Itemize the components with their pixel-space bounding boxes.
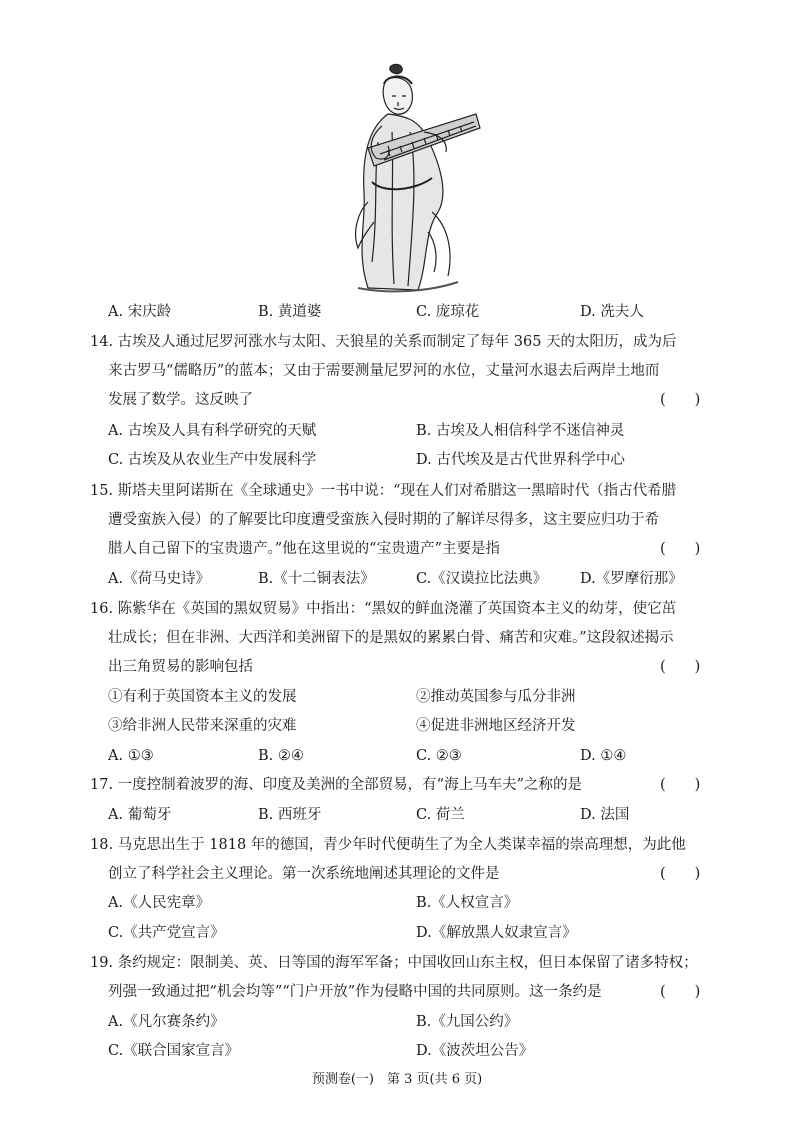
q19-answer-blank[interactable]: ( ) (660, 984, 701, 1000)
q16-option-a[interactable]: A. ①③ (108, 748, 154, 764)
q17-option-d[interactable]: D. 法国 (580, 807, 630, 823)
q16-item-4: ④促进非洲地区经济开发 (416, 718, 576, 734)
q14-option-b[interactable]: B. 古埃及人相信科学不迷信神灵 (416, 423, 625, 439)
q16-stem-line-2: 壮成长；但在非洲、大西洋和美洲留下的是黑奴的累累白骨、痛苦和灾难。”这段叙述揭示 (108, 630, 674, 646)
q17-option-c[interactable]: C. 荷兰 (416, 807, 465, 823)
q18-option-b[interactable]: B.《人权宣言》 (416, 895, 519, 911)
q16-option-d[interactable]: D. ①④ (580, 748, 627, 764)
figure-illustration (328, 62, 482, 294)
q19-stem-line-2: 列强一致通过把“机会均等”“门户开放”作为侵略中国的共同原则。这一条约是 (108, 984, 602, 1000)
q14-stem-line-1: 14. 古埃及人通过尼罗河涨水与太阳、天狼星的关系而制定了每年 365 天的太阳历，成为后 (90, 334, 677, 350)
q14-option-d[interactable]: D. 古代埃及是古代世界科学中心 (416, 452, 625, 468)
page-footer: 预测卷(一) 第 3 页(共 6 页) (311, 1072, 483, 1087)
q16-item-2: ②推动英国参与瓜分非洲 (416, 689, 576, 705)
q16-item-1: ①有利于英国资本主义的发展 (108, 689, 297, 705)
q15-option-c[interactable]: C.《汉谟拉比法典》 (416, 571, 548, 587)
q16-answer-blank[interactable]: ( ) (660, 659, 701, 675)
q17-stem-line-1: 17. 一度控制着波罗的海、印度及美洲的全部贸易，有“海上马车夫”之称的是 (90, 777, 582, 793)
q19-option-b[interactable]: B.《九国公约》 (416, 1014, 519, 1030)
q13-option-b[interactable]: B. 黄道婆 (258, 304, 322, 320)
q13-option-c[interactable]: C. 庞琼花 (416, 304, 480, 320)
q17-option-a[interactable]: A. 葡萄牙 (108, 807, 172, 823)
q14-option-c[interactable]: C. 古埃及从农业生产中发展科学 (108, 452, 317, 468)
q15-answer-blank[interactable]: ( ) (660, 541, 701, 557)
q16-option-c[interactable]: C. ②③ (416, 748, 462, 764)
q19-option-d[interactable]: D.《波茨坦公告》 (416, 1043, 534, 1059)
q18-option-d[interactable]: D.《解放黑人奴隶宣言》 (416, 925, 577, 941)
q15-stem-line-1: 15. 斯塔夫里阿诺斯在《全球通史》一书中说：“现在人们对希腊这一黑暗时代（指古代希腊 (90, 483, 677, 499)
q16-option-b[interactable]: B. ②④ (258, 748, 304, 764)
q15-stem-line-3: 腊人自己留下的宝贵遗产。”他在这里说的“宝贵遗产”主要是指 (108, 541, 500, 557)
q16-item-3: ③给非洲人民带来深重的灾难 (108, 718, 297, 734)
q15-option-b[interactable]: B.《十二铜表法》 (258, 571, 375, 587)
q19-option-c[interactable]: C.《联合国家宣言》 (108, 1043, 240, 1059)
q18-stem-line-1: 18. 马克思出生于 1818 年的德国，青少年时代便萌生了为全人类谋幸福的崇高理想，为此他 (90, 837, 686, 853)
q13-option-d[interactable]: D. 冼夫人 (580, 304, 644, 320)
q16-stem-line-1: 16. 陈紫华在《英国的黑奴贸易》中指出：“黑奴的鲜血浇灌了英国资本主义的幼芽，使它茁 (90, 601, 677, 617)
q17-option-b[interactable]: B. 西班牙 (258, 807, 322, 823)
q16-stem-line-3: 出三角贸易的影响包括 (108, 659, 253, 675)
q19-stem-line-1: 19. 条约规定：限制美、英、日等国的海军军备；中国收回山东主权，但日本保留了诸多特权； (90, 955, 698, 971)
q14-answer-blank[interactable]: ( ) (660, 392, 701, 408)
q19-option-a[interactable]: A.《凡尔赛条约》 (108, 1014, 225, 1030)
q14-stem-line-2: 来古罗马“儒略历”的蓝本；又由于需要测量尼罗河的水位，丈量河水退去后两岸土地而 (108, 363, 660, 379)
q18-option-c[interactable]: C.《共产党宣言》 (108, 925, 225, 941)
q15-option-d[interactable]: D.《罗摩衍那》 (580, 571, 683, 587)
q14-stem-line-3: 发展了数学。这反映了 (108, 392, 253, 408)
q17-answer-blank[interactable]: ( ) (660, 777, 701, 793)
q13-option-a[interactable]: A. 宋庆龄 (108, 304, 172, 320)
q15-stem-line-2: 遭受蛮族入侵）的了解要比印度遭受蛮族入侵时期的了解详尽得多，这主要应归功于希 (108, 512, 659, 528)
q18-answer-blank[interactable]: ( ) (660, 866, 701, 882)
q15-option-a[interactable]: A.《荷马史诗》 (108, 571, 211, 587)
q18-option-a[interactable]: A.《人民宪章》 (108, 895, 211, 911)
q14-option-a[interactable]: A. 古埃及人具有科学研究的天赋 (108, 423, 317, 439)
q18-stem-line-2: 创立了科学社会主义理论。第一次系统地阐述其理论的文件是 (108, 866, 500, 882)
